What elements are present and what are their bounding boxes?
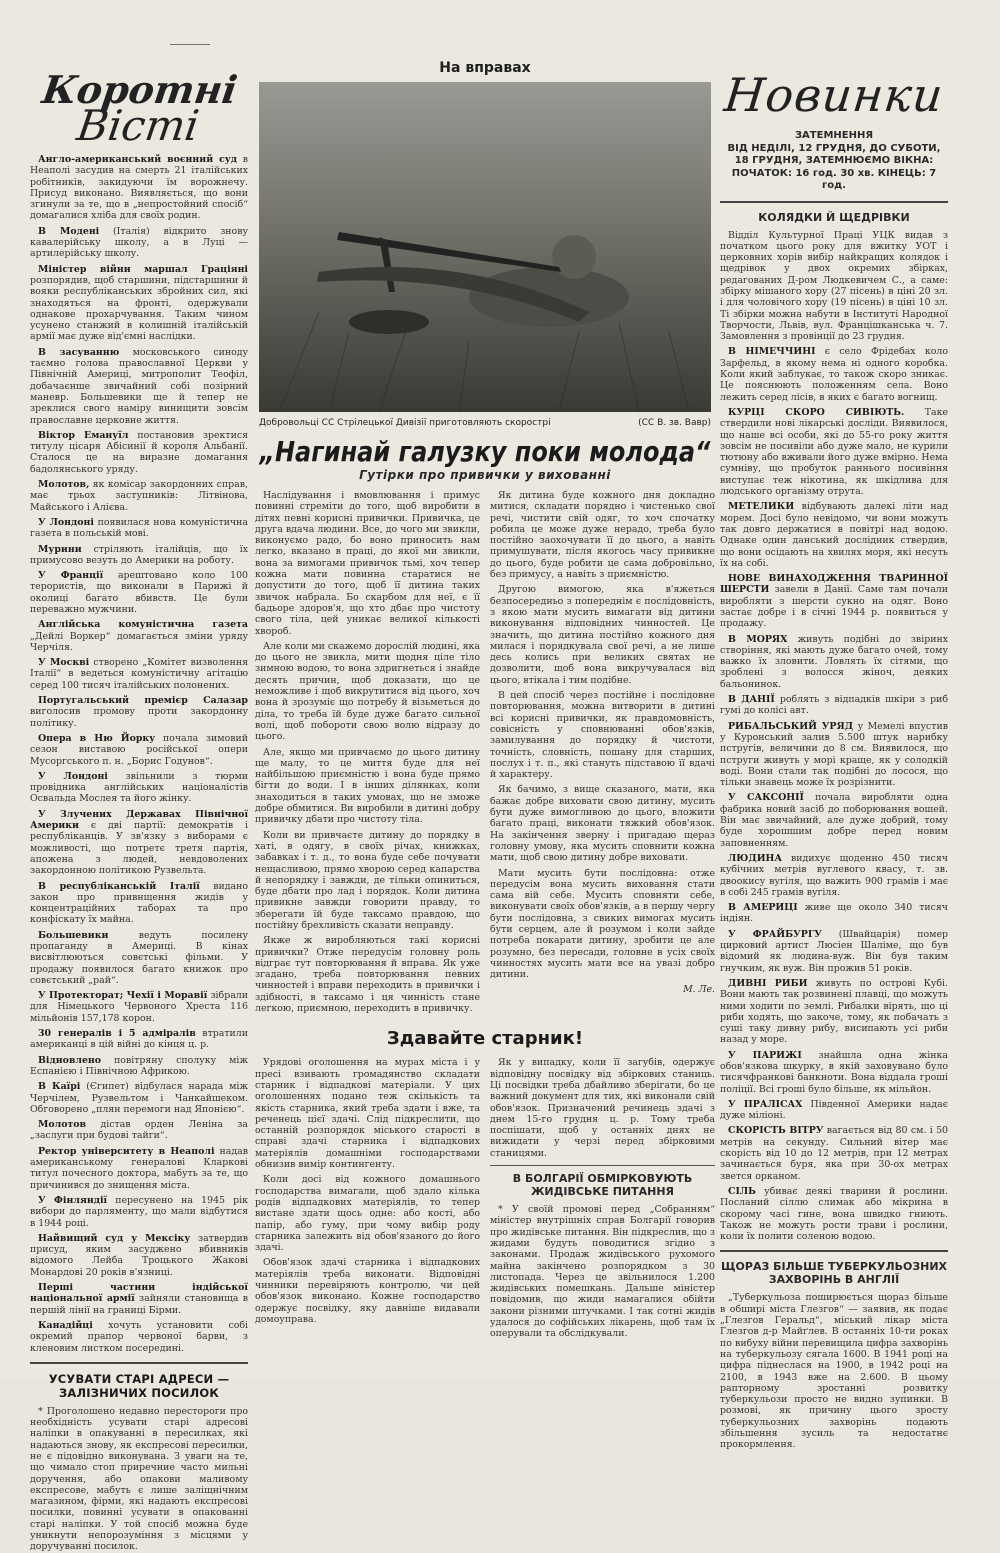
news-item-lead: В ДАНІЇ: [728, 694, 775, 706]
news-item: [30, 517, 248, 540]
news-item-lead: Опера в Ню Йорку: [38, 732, 156, 744]
article-paragraph: Другою вимогою, яка в'яжеться безпосередньо з попереднім є послідовність, з якою мати мусить вимагати від дитини виконування відповідних чинностей. Це значить, що дитина постійно кожного дня милася і порядкувала свої речі, а не лише десь колись при великих святах не дозволити, щоб вона викручувалася від цього, втікала і тим подібне.: [490, 584, 715, 686]
short-news-masthead: [35, 67, 253, 150]
news-item: [720, 721, 948, 789]
news-item-lead: Англо-американський воєнний суд: [38, 154, 238, 165]
news-item: [30, 226, 248, 260]
news-item-text: в Неаполі засудив на смерть 21 італійських робітників, закидуючи їм ворожнечу. Присуд виконано. Виявляється, що вони згинули за те, що в „непростойний спосіб“ домагалися хліба для своїх родин.: [30, 154, 248, 222]
news-item-text: (Швайцарія) помер цирковий артист Люсіен Шаліме, що був відомий як людина-вуж. Він був таким гнучким, як вуж. Він прожив 51 років.: [720, 928, 948, 974]
news-item-lead: В НІМЕЧЧИНІ: [728, 346, 816, 358]
news-item-text: вагається від 80 см. і 50 метрів на секунду. Сильний вітер має скорість від 10 до 12 метрів, при 12 метрах зачинається буря, яка при 30-ох метрах звется орканом.: [720, 1125, 948, 1182]
news-item-text: завели в Данії. Саме там почали виробляти з шерсти сукно на одяг. Воно застає добре і в січні 1944 р. появиться у продажу.: [720, 584, 949, 630]
news-item-lead: В Каїрі: [38, 1081, 81, 1093]
news-item: [720, 792, 948, 848]
news-item-lead: Міністер війни маршал Граціяні: [38, 263, 248, 275]
news-item-text: хочуть установити собі окремий прапор червоної барви, з кленовим листком посередині.: [30, 1319, 248, 1354]
soldiers-photo: [259, 82, 711, 412]
news-item-text: створено „Комітет визволення Італії“ в ведеться комуністичну агітацію серед 100 тисяч італійських полонених.: [30, 657, 248, 691]
news-masthead: Новинки: [721, 68, 947, 122]
news-item-lead: У ПАРИЖІ: [728, 1049, 802, 1061]
news-item-text: зібрали для Німецького Червоного Хреста 116 мільйонів 157,178 корон.: [30, 990, 248, 1024]
article-paragraph: Як у випадку, коли її загубів, одержує відповідну посвідку від збіркових станиць. Ці посвідки треба дбайливо зберігати, бо це важний документ для тих, які виконали свій обов'язок. Призначений речинець здачі з днем 15-го грудня ц. р. Тому треба поспішати, щоб у останніх днях не вижидати у черзі перед збірковими станицями.: [490, 1057, 715, 1159]
addresses-title: УСУВАТИ СТАРІ АДРЕСИ — ЗАЛІЗНИЧИХ ПОСИЛОК: [48, 1371, 230, 1400]
news-item: [30, 1195, 248, 1229]
news-item-lead: Віктор Емануїл: [38, 429, 129, 441]
news-item-lead: Португальський премієр Салазар: [38, 695, 248, 707]
news-item: [720, 1186, 948, 1242]
news-item-text: затвердив присуд, яким засуджено вбивників відомого Лейба Троцького Жакові Монардові 20 років в'язниці.: [30, 1232, 248, 1278]
article-paragraph: Урядові оголошення на мурах міста і у пресі взивають громадянство складати старник і відпадкові матеріали. У цих оголошеннях подано теж скількість та якість старника, який треба здати і вже, та реченець цієї здачі. Слід підкреслити, що останній розпорядок міського старості в справі здачі старника і відпадкових матеріялів домашніми господарствами обнизив вимір контингенту.: [255, 1057, 480, 1171]
news-item-text: повітряну сполуку між Еспанією і Північною Африкою.: [30, 1054, 248, 1077]
news-item-text: стріляють італійців, що їх примусово везуть до Америки на роботу.: [30, 543, 248, 566]
middle-column: [255, 58, 715, 1368]
news-item: [30, 1282, 248, 1316]
news-item: [720, 1099, 948, 1122]
news-item: [30, 1146, 248, 1191]
news-item-lead: Мурини: [38, 543, 82, 555]
news-item: [720, 978, 948, 1046]
tb-title: ЩОРАЗ БІЛЬШЕ ТУБЕРКУЛЬОЗНИХ ЗАХВОРІНЬ В АНГЛІЇ: [720, 1260, 948, 1287]
news-item: [30, 881, 248, 926]
news-item-lead: Найвищий суд у Мексіку: [38, 1232, 191, 1244]
news-item-lead: 30 генералів і 5 адміралів: [38, 1028, 196, 1040]
news-item-text: московського синоду таємно голова православної Церкви у Північній Америці, митрополит Теофіл, добачаєнше звичайний собі позірний маневр. Большевики ще й тепер не зреклися свого наміру винищити зовсім православне церковне життя.: [30, 346, 248, 426]
article-paragraph: Мати мусить бути послідовна: отже передусім вона мусить виховання стати сама вій себе. Мусить сповняти себе, виконувати своїх обов'язків, а в першу чергу бути послідовна, з свиких вимогах мусить бути серцем, але й розумом і коли зайде потреба покарати дитину, зробити це але розумно, без пересади, головне в усіх своїх чинностях мусить мати все на увазі добро дитини.: [490, 867, 715, 981]
news-item-lead: Англійська комуністична газета: [38, 619, 248, 631]
news-item: [720, 573, 948, 629]
article-subhead: Гутірки про привички у вихованні: [359, 468, 611, 482]
news-item-text: живе ще около 340 тисяч індіян.: [720, 902, 948, 925]
news-item: [720, 853, 948, 898]
news-item-text: ведуть посилену пропаганду в Америці. В кінах висвітлюються совєтські фільми. У продажу появилося багато книжок про совєтський „рай“.: [30, 929, 248, 986]
news-item-text: втратили американці в цій війні до кінця ц. р.: [30, 1028, 248, 1051]
article-paragraph: Але коли ми скажемо дорослій людині, яка до цього не звикла, мити щодня ціле тіло зимною водою, то вона здригнеться і знайде десять причин, щоб доказати, що це неможливе і щоб викрутитися від цього, хоч вона й зрозуміє що потребу й візьметься до діла, то треба їй буде дуже багато сильної волі, щоб побороти свою волю відразу до цього.: [255, 640, 480, 743]
bulgaria-divider: [490, 1165, 715, 1166]
news-item: [30, 570, 248, 615]
news-item-text: „Дейлі Воркер“ домагається зміни уряду Черчіля.: [30, 630, 248, 653]
news-item: [30, 809, 248, 877]
blackout-times: ПОЧАТОК: 16 год. 30 хв. КІНЕЦЬ: 7 год.: [731, 167, 937, 191]
addresses-text: * Проголошено недавно перестороги про необхідність усувати старі адресові наліпки в опакуванні в пересилках, які надаються знову, як експресові пересилки, не є підовідно виконувана. З уваги на те, що чимало стоп приречние часто мильні доручення, або опакови маливому експресове, мабуть є лише заліщнічним магазином, фірми, які надають експресові посилки, повинні усувати в опакованні старі наліпки. У той спосіб можна буде уникнути непорозуміння з місцями у доручуванні посилок.: [30, 1405, 248, 1553]
news-item: [30, 1055, 248, 1078]
caption-credit: (СС В. зв. Вавр): [638, 418, 711, 428]
blackout-title: ЗАТЕМНЕННЯ: [794, 130, 874, 141]
news-item-text: Таке ствердили нові лікарські досліди. Виявилося, що наше всі особи, які до 55-го року життя зовсім не посивіли або дуже мало, не курили тютюну або вживали його дуже вмірно. Нема сумніву, що пробуток раннього посивіння виступає теж нікотина, як шкідлива для людського організму отрута.: [720, 406, 949, 498]
news-item: [30, 771, 248, 805]
news-item-lead: У Франції: [38, 570, 104, 582]
news-item-text: як комісар закордонних справ, має трьох заступників: Літвінова, Майського і Алієва.: [30, 479, 248, 513]
news-item-lead: У Лондоні: [38, 516, 94, 528]
news-item: [30, 619, 248, 653]
article-paragraph: Коли досі від кожного домашнього господарства вимагали, щоб здало кілька родів відпадкових матеріялів, то тепер вистане здати щось одне: або кості, або папір, або гуму, при чому вибір роду старника залежить від обов'язаного до його здачі.: [255, 1174, 480, 1254]
bulgaria-text: * У своїй промові перед „Собранням“ міністер внутрішніх справ Болгарії говорив про жидівське питання. Він підкреслив, що з жидами будуть поводитися згідно з законами. Продаж жидівського рухомого майна закінчено розпорядком з 30 листопада. Через це звільнилося 1.200 жидівських помешкань. Дальше міністер повідомив, що жиди намагалися обійти закони різними штучками. І так сотні жидів удалося до софійських лікарень, щоб там їх оперували та обслідкували.: [490, 1204, 715, 1340]
news-item-lead: В Модені: [38, 225, 100, 237]
article-paragraph: Як бачимо, з вище сказаного, мати, яка бажає добре виховати свою дитину, мусить бути дуже вимогливою до цього, вложити багато праці, виконати тяжкий обов'язок. На закінчення зверну і пригадаю щераз головну умову, яка мусить сповнити кожна мати, щоб свою дитину добре виховати.: [490, 784, 715, 864]
article-paragraph: Обов'язок здачі старника і відпадкових матеріялів треба виконати. Відповідні чинники перевіряють контролю, чи цей обов'язок виконано. Кожне господарство одержує посвідку, яку давніше видавали домоуправа.: [255, 1257, 480, 1325]
news-item-text: постановив зректися титулу цісаря Абісинії й короля Альбанії. Сталося це на виразне домагання бадолянського уряду.: [30, 429, 248, 475]
article-paragraph: Коли ви привчаєте дитину до порядку в хаті, в одягу, в своїх річах, книжках, забавках і т. д., то вона буде себе почувати нещасливою, прямо хворою серед капарства й непорядку і завжди, де тільки опиниться, буде дбати про лад і порядок. Коли дитина привикне завжди говорити правду, то зберегати їй буде таксамо правдою, що постійну брехливість сказати неправду.: [255, 829, 480, 931]
news-item-lead: Молотов,: [38, 479, 90, 491]
news-item-lead: КУРЦІ СКОРО СИВІЮТЬ.: [728, 406, 905, 418]
news-item-lead: Перші частини індійської національної армії: [30, 1282, 248, 1305]
article-col-2: [490, 490, 715, 1018]
news-item: [30, 1320, 248, 1354]
news-item-text: почала виробляти одна фабрика новий засіб до поборювання вошей. Він має звичайний, але дуже добрий, тому буде хорошшим добре перед новим заповненням.: [720, 792, 948, 849]
news-item-text: видихує щоденно 450 тисяч кубічних метрів вуглевого квасу, т. зв. двоокису вугіля, що важить 900 грамів і має в собі 245 грамів вугіля.: [720, 852, 949, 898]
article-paragraph: Але, якщо ми привчаємо до цього дитину ще малу, то це миття буде для неї найбільшою приємністю і вона буде прямо бігти до води. І в інших ділянках, коли знаходиться в таких умовах, що не зможе добре обмитися. Ви виробили в дитині добру привичку дбати про чистоту тіла.: [255, 746, 480, 826]
right-column: [720, 60, 949, 1451]
news-item-text: живуть по острові Кубі. Вони мають так розвинені плавці, що можуть ними ходити по землі. Рибалки вірять, що ці риби ходять, що закоче, тому, як побачать з суші таку дивну рибу, висипають усі риби назад у море.: [720, 977, 949, 1046]
scrap-body: [255, 1057, 715, 1343]
news-item-lead: У Москві: [38, 657, 90, 669]
news-item-lead: У САКСОНІЇ: [728, 792, 804, 804]
news-item: [720, 694, 948, 717]
news-item: [720, 346, 948, 402]
article-body: [255, 490, 715, 1018]
news-item: [30, 347, 248, 426]
news-item-lead: У Протекторат; Чехії і Моравії: [38, 990, 208, 1002]
photo-label: На вправах: [439, 60, 531, 76]
news-item: [720, 902, 948, 925]
article-col-1: [255, 490, 480, 1018]
news-item-text: (Італія) відкрито знову кавалерійську школу, а в Луці — артилерійську школу.: [30, 225, 248, 260]
news-item-text: розпорядив, щоб старшини, підстаршини й вояки республіканських збройних сил, які знаходяться на фронті, одержували однакове прохарчування. Таким чином усунено станжий в колишній італійській армії має дуже від'ємні наслідки.: [30, 274, 248, 343]
article-paragraph: Якже ж виробляються такі корисні привички? Отже передусім головну роль відграє тут повторювання й вправа. Як уже згадано, треба повторювання певних чинностей і вправи переходить в привички і здібності, в таксамо і ця чинність стане легкою, приємною, переходить в привичку.: [255, 935, 480, 1015]
news-item: [30, 1028, 248, 1051]
news-item-lead: ДИВНІ РИБИ: [728, 977, 808, 989]
news-item: [720, 501, 948, 569]
blackout-divider: [720, 201, 948, 203]
news-item-text: є село Фрідебах коло Зарфельд, в якому нема ні одного коробка. Коли який заблукає, то також скоро зникає. Це пояснюють положенням села. Воно лежить серед лісів, в яких є багато вогнищ.: [720, 346, 948, 403]
news-item-lead: В республіканській Італії: [38, 880, 200, 892]
news-item-lead: У ПРАЛІСАХ: [728, 1098, 803, 1110]
news-item: [30, 695, 248, 729]
article-headline: „Нагинай галузку поки молода“: [259, 435, 711, 469]
scrap-col-2: [490, 1057, 715, 1343]
news-item-lead: Ректор університету в Неаполі: [38, 1145, 215, 1157]
news-item: [720, 1050, 948, 1095]
blackout-period: ВІД НЕДІЛІ, 12 ГРУДНЯ, ДО СУБОТИ, 18 ГРУДНЯ, ЗАТЕМНЮЄМО ВІКНА:: [727, 142, 941, 166]
news-item-text: знайшла одна жінка обов'язкова шкурку, в якій заховувано було тисячфранкові банкноти. Вона віддала гроші поліції. Всі гроші було більше, як мільйон.: [720, 1049, 948, 1095]
news-item: [30, 733, 248, 767]
news-item-text: звільнили з тюрми провідника англійських націоналістів Освальда Мослея та його жінку.: [30, 770, 248, 805]
news-item-text: видано закон про привнщення жидів у концентраційних таборах та про конфіскату їх майна.: [30, 880, 248, 926]
scrap-col-1: [255, 1057, 480, 1343]
news-item: [30, 1081, 248, 1115]
news-item-text: почала зимовий сезон виставою російської опери Мусоргського п. н. „Борис Годунов“.: [30, 732, 248, 767]
carols-title: КОЛЯДКИ Й ЩЕДРІВКИ: [758, 210, 910, 224]
news-item-text: відбувають далекі літи над морем. Досі було невідомо, чи вони можуть так довго держатися в повітрі над водою. Однаке один данський дослідник ствердив, що вони осідають на хвилях моря, які несуть їх на собі.: [720, 501, 948, 569]
news-item: [30, 154, 248, 222]
news-item: [30, 1233, 248, 1278]
news-item: [30, 657, 248, 691]
article-signature: М. Ле.: [683, 984, 715, 996]
news-item: [30, 990, 248, 1024]
news-item-lead: У ФРАЙБУРГУ: [728, 928, 822, 940]
news-item-text: дістав орден Леніна за „заслуги при будові тайги“.: [30, 1119, 249, 1142]
news-item-text: убиває деякі тварини й рослини. Посланий сіллю слимак або мікрина в скорому часі гине, вона швидко гниють. Також не можуть рости трави і рослини, коли їх полити соленою водою.: [720, 1185, 949, 1243]
news-item-lead: Большевики: [38, 929, 109, 941]
section-divider: [30, 1362, 248, 1364]
news-item-lead: РИБАЛЬСЬКИЙ УРЯД: [728, 720, 854, 732]
photo-illustration: [259, 82, 711, 412]
news-item: [30, 264, 248, 343]
scrap-headline: Здавайте старник!: [386, 1028, 584, 1050]
news-item-lead: ЛЮДИНА: [728, 852, 783, 864]
news-item-lead: В АМЕРИЦІ: [728, 902, 798, 914]
news-item-lead: НОВЕ ВИНАХОДЖЕННЯ ТВАРИННОЇ ШЕРСТИ: [720, 573, 948, 596]
news-item-lead: СІЛЬ: [728, 1185, 756, 1197]
news-item-lead: Відновлено: [38, 1054, 102, 1066]
news-item: [30, 479, 248, 513]
top-rule: [170, 44, 210, 45]
news-item-lead: МЕТЕЛИКИ: [728, 501, 795, 513]
news-item-text: арештовано коло 100 терористів, що виконали в Парижі й околиці багато вбивств. Це були переважно мужчини.: [30, 570, 249, 615]
news-item-lead: В засуванню: [38, 346, 120, 358]
bulgaria-title: В БОЛГАРІЇ ОБМІРКОВУЮТЬ ЖИДІВСЬКЕ ПИТАННЯ: [512, 1172, 693, 1199]
tb-text: „Туберкульоза поширюється щораз більше в обширі міста Глезгов“ — заявив, як подає „Глезгов Геральд“, міський лікар міста Глезгов д-р Майґлев. В останніх 10-ти роках по вибуху війни перевищила цифра захворінь на туберкульозу сягала 1600. В 1941 році на цифра піднеслася на 1900, в 1942 році на 2100, в 1943 вже на 2.600. В цьому рапторному зростанні розвитку туберкульози просто не видно зупинки. В розмові, як причину цього зросту туберкульозних захворінь подають збільшення зусиль та недостатнє прокормлення.: [720, 1292, 948, 1451]
news-item-text: виголосив промову проти закордонну політику.: [30, 706, 248, 729]
carols-text: Відділ Культурної Праці УЦК видав з початком цього року для вжитку УОТ і церковних хорів вибір найкращих колядок і щедрівок у двох окремих збірках, редагованих Д-ром Людкевичем С., а саме: збірку мішаного хору (27 пісень) в ціні 20 зл. і для чоловічого хору (19 пісень) в ціні 10 зл. Ті збірки можна набути в Інституті Народної Творчости, Львів, вул. Францішканська ч. 7. Замовлення з провінції до 23 грудня.: [720, 229, 948, 343]
news-item-lead: У Злучених Державах Північної Америки: [30, 808, 248, 832]
news-item-text: Південної Америки надає дуже міліоні.: [720, 1098, 948, 1122]
news-item-lead: СКОРІСТЬ ВІТРУ: [728, 1125, 824, 1137]
masthead-line1: Коротні: [39, 67, 240, 112]
news-item-text: зайняли становища в першій лінії на границі Бірми.: [30, 1293, 248, 1316]
caption-text: Добровольці СС Стрілецької Дивізії приготовляють скорострі: [259, 418, 551, 428]
news-item: [30, 930, 248, 986]
tb-divider: [720, 1250, 948, 1252]
news-item: [720, 1125, 948, 1181]
news-item-text: роблять з відпадків шкіри з риб гумі до колісі авт.: [720, 694, 948, 717]
news-item-text: (Єгипет) відбулася нарада між Черчілем, Рузвельтом і Чанкайшеком. Обговорено „плян перемоги над Японією“.: [30, 1081, 249, 1115]
masthead-line2: Вісті: [74, 101, 203, 150]
news-list: [720, 346, 948, 1242]
news-item: [30, 430, 248, 475]
news-item-text: пересунено на 1945 рік вибори до парляменту, що мали відбутися в 1944 році.: [30, 1194, 248, 1229]
short-news-list: [30, 154, 248, 1354]
news-item: [30, 1119, 248, 1142]
left-column: [30, 60, 249, 1553]
blackout-notice: [720, 130, 948, 193]
news-item-lead: У Фінляндії: [38, 1194, 108, 1206]
news-item-text: є дві партії: демократів і республіканців. У зв'язку з виборами є можливості, що потретє третя партія, апожена з людей, невдоволених закордонною політикою Рузвельта.: [30, 820, 248, 877]
news-item-lead: Канадійці: [38, 1319, 93, 1331]
news-item: [720, 407, 948, 497]
news-item-text: у Мемелі впустив у Куронський залив 5.500 штук нарибку пстругів, величини до 8 см. Виявилося, що пструги живуть у морі краще, як у солодкій воді. Вони стали так подібні до лосося, що тільки знавець може їх розрізнити.: [720, 720, 949, 789]
news-item-text: живуть подібні до звіринх створіння, які мають дуже багато очей, тому важко їх зловити. Ловлять їх сітями, що зроблені з волосся жіноч, деяких бальонинок.: [720, 633, 948, 690]
article-paragraph: В цей спосіб через постійне і послідовне повторювання, можна витворити в дитині всі корисні привички, як правдомовність, совісність у сповнюванні обов'язків, замилування до порядку й чистоти, точність, словність, пошану для старших, послух і т. п., які стануть підставою її вдачі й характеру.: [490, 690, 715, 781]
photo-caption: [259, 418, 711, 428]
news-item: [30, 544, 248, 567]
news-item-lead: У Лондоні: [38, 770, 108, 782]
news-item: [720, 929, 948, 974]
news-item-lead: В МОРЯХ: [728, 633, 788, 645]
news-item-lead: Молотов: [38, 1119, 87, 1131]
news-item-text: надав американському генералові Кларкові титул почесного доктора, мабуть за те, що причинився до знищення міста.: [30, 1145, 248, 1191]
news-item: [720, 634, 948, 690]
article-paragraph: Як дитина буде кожного дня докладно митися, складати порядно і чистенько свої речі, чистити свій одяг, то хоч спочатку робила це може дуже нерадо, треба було постійно заохочувати її до цього, а навіть примушувати, після якогось часу привикне до цього, буде робити це сама добровільно, без примусу, а навіть з приємністю.: [490, 490, 715, 581]
article-paragraph: Наслідування і вмовлювання і примус повинні стреміти до того, щоб виробити в дітях певні корисні привички. Привичка, це друга вдача людини. Все, до чого ми звикли, виконуємо радо, бо воно приносить нам легко, вказано в праці, до якої ми звикли, вона за вимогами привичок тьмі, хоч тепер кожна мати повинна старатися не допустити до того, щоб її дитина таких звичок набрала. Бо скарбом для неї, є її бадьоре здоров'я, що хто дбає про чистоту свого тіла, цей уникає великої кількості хвороб.: [255, 490, 480, 637]
news-item-text: появилася нова комуністична газета в польській мові.: [30, 516, 249, 540]
